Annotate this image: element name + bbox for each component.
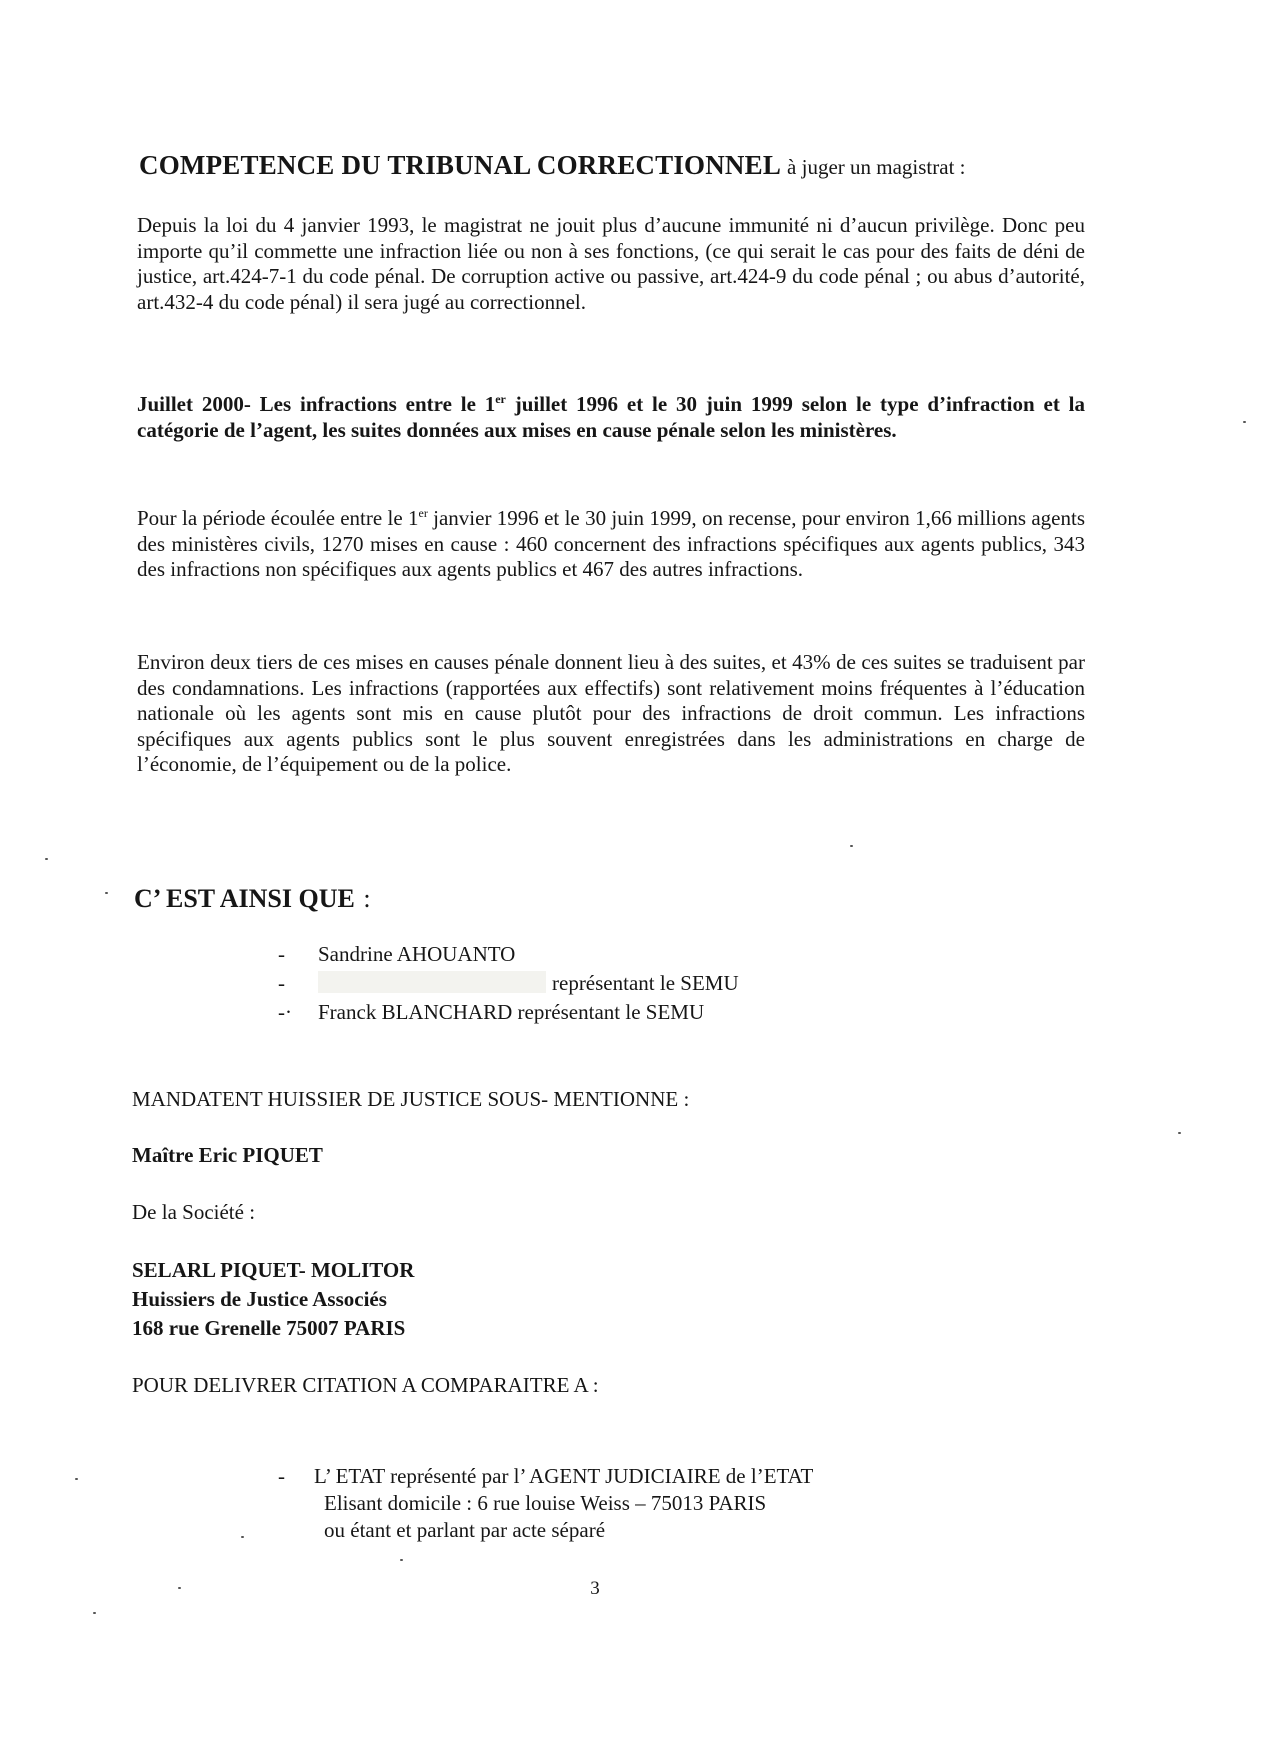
defendant-line3: ou étant et parlant par acte séparé <box>324 1518 606 1542</box>
list-dash: - <box>278 942 285 966</box>
scan-speck <box>93 1612 96 1614</box>
paragraph-juillet-2000-part1: Juillet 2000- Les infractions entre le 1 <box>137 392 496 416</box>
paragraph-periode-part2: janvier 1996 et le 30 juin 1999, on recense, pour environ 1,66 millions agents des ministères civils, 1270 mises en cause : 460 concernent des infractions spécifiques aux agents publics, 343 des infractions non spécifiques aux agents publics et 467 des autres infractions. <box>137 506 1085 581</box>
scan-speck <box>178 1587 181 1589</box>
mandate-line: MANDATENT HUISSIER DE JUSTICE SOUS- MENTIONNE : <box>132 1087 690 1111</box>
company-name: SELARL PIQUET- MOLITOR <box>132 1258 415 1282</box>
scan-speck <box>241 1536 244 1538</box>
superscript-er: er <box>495 392 506 406</box>
paragraph-juillet-2000 <box>137 392 1085 443</box>
paragraph-immunity: Depuis la loi du 4 janvier 1993, le magistrat ne jouit plus d’aucune immunité ni d’aucun privilège. Donc peu importe qu’il commette une infraction liée ou non à ses fonctions, (ce qui serait le cas pour des faits de déni de justice, art.424-7-1 du code pénal. De corruption active ou passive, art.424-9 du code pénal ; ou abus d’autorité, art.432-4 du code pénal) il sera jugé au correctionnel. <box>137 213 1085 314</box>
superscript-er: er <box>418 506 428 520</box>
section-title-text: C’ EST AINSI QUE <box>134 884 355 913</box>
paragraph-juillet-2000-part2: juillet 1996 et le 30 juin 1999 selon le type d’infraction et la catégorie de l’agent, les suites données aux mises en cause pénale selon les ministères. <box>137 392 1085 442</box>
paragraph-suites: Environ deux tiers de ces mises en causes pénale donnent lieu à des suites, et 43% de ces suites se traduisent par des condamnations. Les infractions (rapportées aux effectifs) sont relativement moins fréquentes à l’éducation nationale où les agents sont mis en cause plutôt pour des infractions de droit commun. Les infractions spécifiques aux agents publics sont le plus souvent enregistrées dans les administrations en charge de l’économie, de l’équipement ou de la police. <box>137 650 1085 776</box>
plaintiff-name: Sandrine AHOUANTO <box>318 942 516 966</box>
plaintiff-name: Franck BLANCHARD <box>318 1000 513 1024</box>
defendant-line1: L’ ETAT représenté par l’ AGENT JUDICIAIRE de l’ETAT <box>314 1464 814 1488</box>
citation-line: POUR DELIVRER CITATION A COMPARAITRE A : <box>132 1373 599 1397</box>
plaintiff-role: représentant le SEMU <box>517 1000 705 1024</box>
scan-speck <box>45 858 48 860</box>
paragraph-periode <box>137 506 1085 583</box>
company-intro: De la Société : <box>132 1200 256 1224</box>
list-dash: - <box>278 971 285 995</box>
competence-heading <box>139 150 1139 181</box>
section-title-colon: : <box>363 884 371 913</box>
bailiff-name: Maître Eric PIQUET <box>132 1143 323 1167</box>
scan-speck <box>1178 1132 1181 1134</box>
plaintiff-role: représentant le SEMU <box>552 971 739 995</box>
company-block <box>132 1256 414 1343</box>
heading-subtitle: à juger un magistrat : <box>787 155 966 179</box>
defendant-line2: Elisant domicile : 6 rue louise Weiss – 75013 PARIS <box>324 1491 767 1515</box>
scan-speck <box>1243 421 1246 423</box>
paragraph-periode-part1: Pour la période écoulée entre le 1 <box>137 506 419 530</box>
scan-speck <box>400 1559 403 1561</box>
list-dash: - <box>278 1464 285 1488</box>
company-type: Huissiers de Justice Associés <box>132 1287 387 1311</box>
company-address: 168 rue Grenelle 75007 PARIS <box>132 1316 406 1340</box>
page-number: 3 <box>590 1578 600 1599</box>
heading-title: COMPETENCE DU TRIBUNAL CORRECTIONNEL <box>139 150 782 180</box>
scan-speck <box>105 892 108 894</box>
section-title <box>134 884 371 914</box>
scan-speck <box>850 845 853 847</box>
list-dash: -· <box>278 1000 292 1024</box>
scan-speck <box>75 1478 78 1480</box>
redacted-name <box>318 971 546 993</box>
